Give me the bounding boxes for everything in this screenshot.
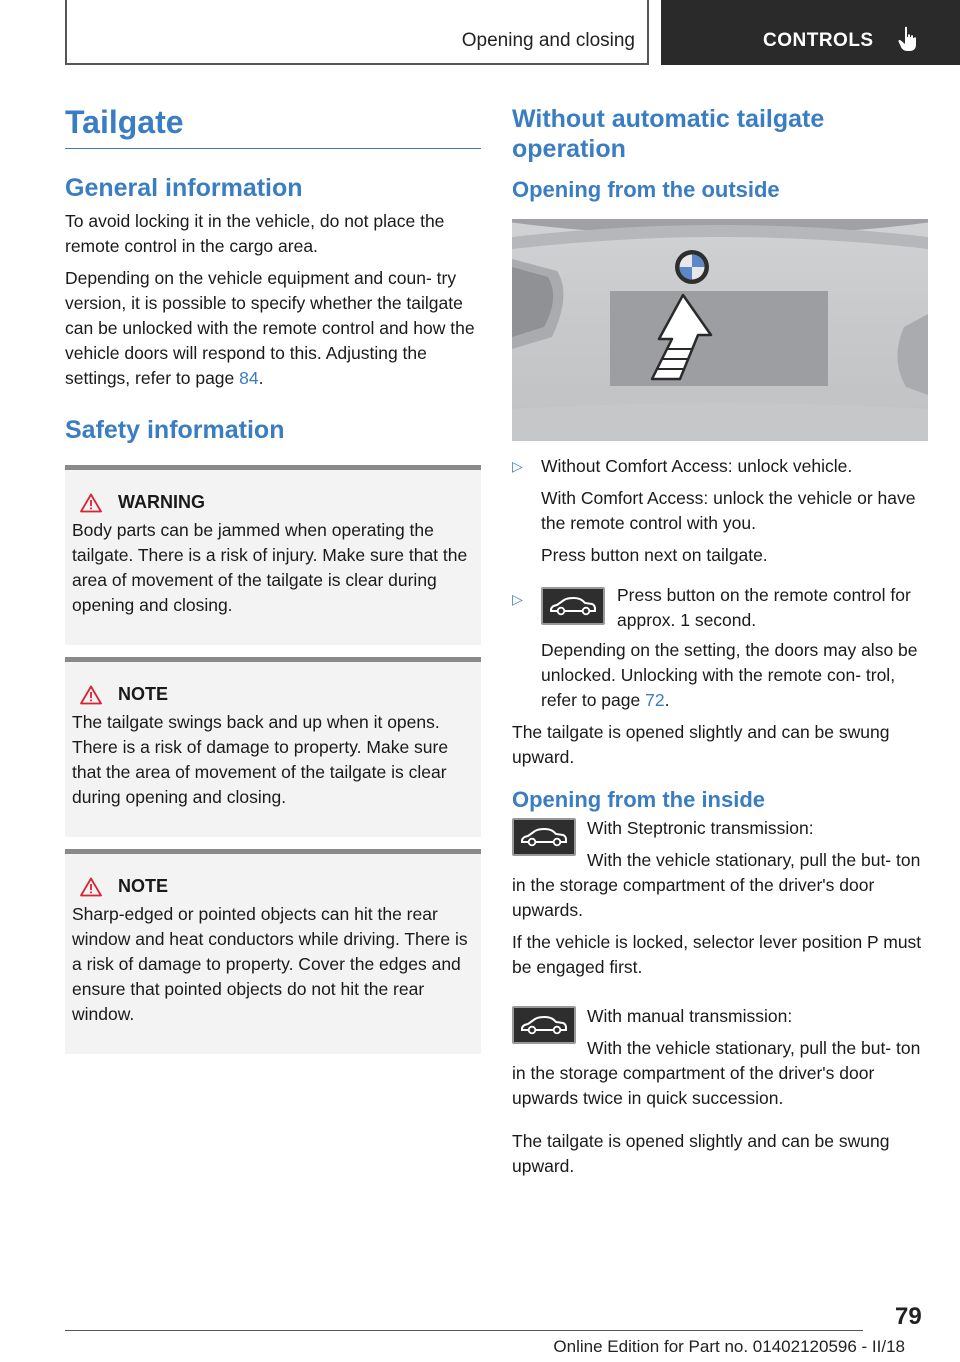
header-section-box	[65, 0, 649, 65]
bullet-outside-1	[512, 454, 928, 568]
bullet-triangle-icon: ▷	[512, 458, 523, 474]
left-column	[65, 100, 481, 1054]
hand-pointer-icon	[897, 26, 919, 52]
general-info-text: Depending on the vehicle equipment and coun‐ try version, it is possible to specify whether the tailgate can be unlocked with the remote control and how the vehicle doors will respond to this. Adjusting the settings, refer to page	[65, 268, 475, 389]
steptronic-label: With Steptronic transmission:	[587, 818, 814, 838]
inside-result: The tailgate is opened slightly and can be swung upward.	[512, 1131, 890, 1176]
warning-triangle-icon	[80, 877, 102, 897]
car-outline-icon	[519, 825, 569, 849]
note-notice-1	[65, 657, 481, 837]
warning-text: Body parts can be jammed when operating the tailgate. There is a risk of injury. Make sure that the area of movement of the tailgate is clear during opening and closing.	[72, 520, 468, 616]
page-number: 79	[895, 1303, 922, 1330]
general-info-paragraph-2	[65, 266, 481, 391]
car-key-icon	[512, 1006, 576, 1044]
note-2-text: Sharp-edged or pointed objects can hit the rear window and heat conductors while driving. There is a risk of damage to property. Cover the edges and ensure that pointed objects do not hit the rear window.	[72, 904, 468, 1025]
bullet-2-line-2	[541, 638, 928, 713]
right-column	[512, 100, 928, 1179]
steptronic-block	[512, 816, 928, 980]
manual-label: With manual transmission:	[587, 1006, 793, 1026]
bullet-2-line-1: Press button on the remote control for approx. 1 second.	[617, 585, 911, 630]
bullet-triangle-icon: ▷	[512, 591, 523, 607]
general-info-paragraph-1: To avoid locking it in the vehicle, do not place the remote control in the cargo area.	[65, 211, 445, 257]
tailgate-photo	[512, 219, 928, 441]
car-outline-icon	[519, 1013, 569, 1037]
footer-edition: Online Edition for Part no. 01402120596 - II/18	[553, 1337, 905, 1356]
steptronic-note: If the vehicle is locked, selector lever position P must be engaged first.	[512, 932, 922, 977]
warning-notice	[65, 465, 481, 645]
bullet-1-line-3: Press button next on tailgate.	[541, 545, 768, 565]
footer-divider	[65, 1330, 863, 1331]
note-2-title	[72, 876, 473, 897]
bullet-1-line-2: With Comfort Access: unlock the vehicle or have the remote control with you.	[541, 488, 916, 533]
note-notice-2	[65, 849, 481, 1054]
car-key-icon	[541, 587, 605, 625]
period: .	[258, 368, 264, 389]
note-2-label: NOTE	[118, 876, 169, 897]
steptronic-text: With the vehicle stationary, pull the but‐ ton in the storage compartment of the driver's door upwards.	[512, 850, 921, 920]
note-1-title	[72, 684, 473, 705]
manual-block	[512, 1004, 928, 1111]
warning-triangle-icon	[80, 493, 102, 513]
opening-inside-heading: Opening from the inside	[512, 787, 766, 812]
without-automatic-heading: Without automatic tailgate operation	[512, 105, 825, 163]
warning-label: WARNING	[118, 492, 205, 513]
car-key-icon	[512, 818, 576, 856]
note-1-label: NOTE	[118, 684, 169, 705]
bullet-1-line-1: Without Comfort Access: unlock vehicle.	[541, 456, 853, 476]
car-outline-icon	[548, 594, 598, 618]
warning-notice-title	[72, 492, 473, 513]
header-chapter-box	[661, 0, 960, 65]
bullet-outside-2	[512, 587, 928, 713]
safety-info-heading: Safety information	[65, 416, 285, 445]
note-1-text: The tailgate swings back and up when it opens. There is a risk of damage to property. Make sure that the area of movement of the tailgate is clear during opening and closing.	[72, 712, 449, 808]
page-title: Tailgate	[65, 105, 481, 149]
page-84-link[interactable]: 84	[239, 368, 259, 389]
opening-outside-heading: Opening from the outside	[512, 177, 780, 202]
manual-text: With the vehicle stationary, pull the but‐ ton in the storage compartment of the driver's door upwards twice in quick succession.	[512, 1038, 921, 1108]
page-72-link[interactable]: 72	[645, 690, 665, 710]
bullet-2-text: Depending on the setting, the doors may also be unlocked. Unlocking with the remote con‐ trol, refer to page	[541, 640, 918, 710]
outside-result: The tailgate is opened slightly and can be swung upward.	[512, 722, 890, 767]
remote-control-row	[541, 587, 928, 633]
header-chapter-title: CONTROLS	[763, 30, 874, 51]
header-section-title: Opening and closing	[461, 30, 635, 51]
warning-triangle-icon	[80, 685, 102, 705]
tailgate-illustration	[512, 219, 928, 441]
general-info-heading: General information	[65, 174, 303, 203]
period: .	[664, 690, 670, 710]
